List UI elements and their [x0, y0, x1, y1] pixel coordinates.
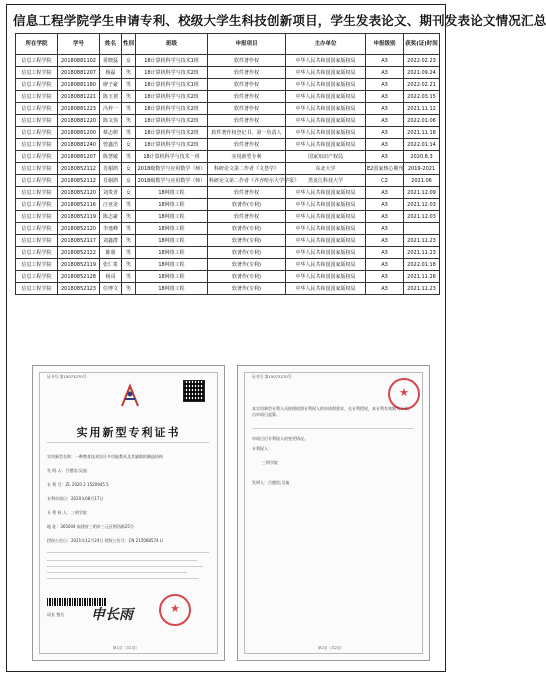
table-cell: 软著作(专利): [208, 223, 286, 235]
table-cell: 2022.01.06: [404, 115, 440, 127]
column-header: 性别: [122, 34, 136, 55]
table-cell: A3: [366, 247, 404, 259]
table-cell: 中华人民共和国国家版权局: [286, 55, 366, 67]
table-cell: 18计算机科学与技术2班: [136, 115, 208, 127]
table-cell: 20180881180: [58, 79, 100, 91]
table-row: [16, 151, 440, 163]
table-cell: A3: [366, 103, 404, 115]
table-row: [16, 67, 440, 79]
table-cell: 20180881221: [58, 91, 100, 103]
table-cell: 冯梓一: [100, 103, 122, 115]
table-cell: 18网络工程: [136, 187, 208, 199]
table-cell: 20180852120: [58, 187, 100, 199]
table-cell: 2022.01.18: [404, 259, 440, 271]
table-cell: 18网络工程: [136, 283, 208, 295]
page-footer: 第1页（共1页）: [113, 646, 140, 650]
table-cell: 信息工程学院: [16, 55, 58, 67]
table-cell: 信息工程学院: [16, 259, 58, 271]
table-cell: 肖谢鸿: [100, 163, 122, 175]
certificate-field: 专 利 权 人：三明学院: [47, 510, 87, 515]
table-cell: 汪亚龙: [100, 199, 122, 211]
table-cell: 陈文伟: [100, 115, 122, 127]
certificate-paragraph: 本实用新型专利人员按照依照专利权人的申请和要求，在专利授权，本专利有效期为十年，自申请日起算。: [252, 406, 412, 417]
column-header: 获奖(证)时间: [404, 34, 440, 55]
table-cell: A3: [366, 211, 404, 223]
table-cell: 中华人民共和国国家版权局: [286, 79, 366, 91]
table-cell: E2国家核心期刊: [366, 163, 404, 175]
table-cell: 20180881200: [58, 127, 100, 139]
table-cell: 女: [122, 163, 136, 175]
table-cell: 杨磊: [100, 67, 122, 79]
table-cell: 18计算机科学与技术2班: [136, 139, 208, 151]
table-row: [16, 199, 440, 211]
table-cell: 18网络工程: [136, 211, 208, 223]
table-cell: 20180852112: [58, 163, 100, 175]
table-cell: 陈志豪: [100, 211, 122, 223]
table-row: [16, 115, 440, 127]
table-cell: 软著作(专利): [208, 235, 286, 247]
table-header-row: [16, 34, 440, 55]
table-cell: 18网络工程: [136, 235, 208, 247]
column-header: 学号: [58, 34, 100, 55]
table-cell: 女: [122, 187, 136, 199]
table-row: [16, 187, 440, 199]
table-cell: 中华人民共和国国家版权局: [286, 235, 366, 247]
certificate-field: 申请日后专利权人的变更情况。: [252, 436, 308, 441]
table-row: [16, 283, 440, 295]
table-cell: A3: [366, 187, 404, 199]
table-cell: 软著作(专利): [208, 199, 286, 211]
table-row: [16, 163, 440, 175]
table-row: [16, 247, 440, 259]
table-cell: 软件著作权登记书，第一负责人: [208, 127, 286, 139]
table-cell: 2022.03.15: [404, 91, 440, 103]
patent-certificate-image: [32, 365, 225, 661]
table-body: [16, 55, 440, 295]
table-cell: 科研论文第二作者《文荟学》: [208, 163, 286, 175]
table-cell: 2021.12.03: [404, 211, 440, 223]
divider: [47, 552, 209, 553]
certificate-field: 实用新型名称：一种教育技术设计多功能教具及其辅助的制造结构: [47, 454, 163, 459]
table-row: [16, 127, 440, 139]
table-cell: 常晓磊: [100, 55, 122, 67]
table-cell: 20180852119: [58, 259, 100, 271]
patent-certificate-image-page-2: [237, 365, 430, 661]
column-header: 班级: [136, 34, 208, 55]
table-cell: 信息工程学院: [16, 187, 58, 199]
table-row: [16, 103, 440, 115]
table-cell: A3: [366, 199, 404, 211]
table-cell: 陈睿: [100, 247, 122, 259]
table-row: [16, 223, 440, 235]
table-cell: 20180852112: [58, 175, 100, 187]
table-cell: 信息工程学院: [16, 175, 58, 187]
table-cell: 18计算机科学与技术1班: [136, 55, 208, 67]
table-cell: A3: [366, 55, 404, 67]
table-cell: 2021.11.23: [404, 247, 440, 259]
table-cell: 男: [122, 283, 136, 295]
table-cell: 2021.11.18: [404, 127, 440, 139]
table-cell: 软件著作权: [208, 187, 286, 199]
table-cell: 18计算机科学与技术1班: [136, 79, 208, 91]
table-cell: 男: [122, 259, 136, 271]
table-cell: 东北大学: [286, 163, 366, 175]
table-cell: 中华人民共和国国家版权局: [286, 67, 366, 79]
table-cell: 20180881223: [58, 103, 100, 115]
table-cell: 18网络工程: [136, 247, 208, 259]
table-cell: 中华人民共和国国家版权局: [286, 223, 366, 235]
table-cell: 软著作(专利): [208, 259, 286, 271]
table-cell: A3: [366, 91, 404, 103]
table-cell: 信息工程学院: [16, 223, 58, 235]
table-row: [16, 55, 440, 67]
document-page: [6, 4, 546, 672]
table-cell: 男: [122, 247, 136, 259]
table-cell: 2020.8.3: [404, 151, 440, 163]
table-cell: 20180852123: [58, 283, 100, 295]
table-cell: 信息工程学院: [16, 91, 58, 103]
table-cell: 信息工程学院: [16, 103, 58, 115]
certificate-heading: 实用新型专利证书: [76, 426, 181, 439]
table-cell: 刘鑫群: [100, 235, 122, 247]
certificate-field: 专 利 号：ZL 2020 2 1520945.5: [47, 482, 109, 487]
table-cell: 2021.11.26: [404, 271, 440, 283]
table-cell: 男: [122, 127, 136, 139]
table-cell: 女: [122, 175, 136, 187]
table-cell: [404, 223, 440, 235]
table-row: [16, 139, 440, 151]
table-cell: 18计算机科学与技术2班: [136, 91, 208, 103]
table-cell: 男: [122, 271, 136, 283]
text-line: [47, 566, 203, 567]
table-cell: 中华人民共和国国家版权局: [286, 259, 366, 271]
certificate-field: 发 明 人：吕德浩;吴迪: [47, 468, 87, 473]
table-cell: 2022.01.14: [404, 139, 440, 151]
table-cell: 信息工程学院: [16, 127, 58, 139]
table-cell: 实用新型专利: [208, 151, 286, 163]
table-cell: 中华人民共和国国家版权局: [286, 139, 366, 151]
table-cell: A3: [366, 79, 404, 91]
table-row: [16, 175, 440, 187]
table-cell: A3: [366, 223, 404, 235]
table-cell: 2021.09.24: [404, 67, 440, 79]
table-cell: 蔡志树: [100, 127, 122, 139]
table-row: [16, 91, 440, 103]
table-cell: 任博文: [100, 283, 122, 295]
table-cell: A3: [366, 139, 404, 151]
table-cell: 信息工程学院: [16, 151, 58, 163]
table-cell: 李逸峰: [100, 223, 122, 235]
table-cell: A3: [366, 151, 404, 163]
text-line: [47, 578, 199, 579]
table-cell: 陈玉禧: [100, 91, 122, 103]
table-cell: 20180881102: [58, 55, 100, 67]
table-cell: A3: [366, 67, 404, 79]
table-cell: 2021.11.23: [404, 283, 440, 295]
table-cell: 中华人民共和国国家版权局: [286, 91, 366, 103]
table-cell: 黑龙江科技大学: [286, 175, 366, 187]
table-cell: 杨哥: [100, 271, 122, 283]
table-cell: 中华人民共和国国家版权局: [286, 271, 366, 283]
table-cell: 2022.02.21: [404, 79, 440, 91]
table-cell: 信息工程学院: [16, 211, 58, 223]
patent-office-logo-icon: [119, 384, 141, 408]
table-cell: 陈慧敏: [100, 151, 122, 163]
table-cell: 18计算机科学与技术2班: [136, 127, 208, 139]
table-cell: 软件著作权: [208, 103, 286, 115]
table-cell: 男: [122, 91, 136, 103]
qr-code-icon: [183, 380, 205, 402]
table-cell: 男: [122, 199, 136, 211]
table-row: [16, 79, 440, 91]
certificate-field: 发明人：吕德浩;吴迪: [252, 480, 290, 485]
table-cell: 男: [122, 211, 136, 223]
director-signature: 申长雨: [91, 607, 133, 623]
column-header: 申报级别: [366, 34, 404, 55]
page-title: 信息工程学院学生申请专利、校级大学生科技创新项目，学生发表论文、期刊发表论文情况汇总: [13, 13, 546, 28]
table-cell: 国家知识产权局: [286, 151, 366, 163]
table-cell: A3: [366, 115, 404, 127]
table-row: [16, 211, 440, 223]
table-cell: 中华人民共和国国家版权局: [286, 199, 366, 211]
table-cell: 男: [122, 103, 136, 115]
certificate-number: 证书号 第15073270号: [252, 374, 292, 379]
table-cell: 20180852120: [58, 223, 100, 235]
text-line: [47, 560, 197, 561]
certificate-field: 专利申请日：2020年08月17日: [47, 496, 104, 501]
table-cell: 中华人民共和国国家版权局: [286, 211, 366, 223]
table-cell: 男: [122, 151, 136, 163]
table-cell: 女: [122, 139, 136, 151]
column-header: 所在学院: [16, 34, 58, 55]
table-cell: A3: [366, 235, 404, 247]
table-cell: 信息工程学院: [16, 247, 58, 259]
divider: [252, 428, 414, 429]
table-row: [16, 259, 440, 271]
table-cell: 软著作(专利): [208, 283, 286, 295]
official-seal-icon: [159, 594, 191, 626]
director-label: 局长 签名: [47, 612, 65, 617]
table-cell: 2018级数学与应用数学（师）: [136, 163, 208, 175]
table-cell: 2021.12.03: [404, 199, 440, 211]
table-cell: 中华人民共和国国家版权局: [286, 115, 366, 127]
table-cell: 软件著作权: [208, 79, 286, 91]
table-cell: 信息工程学院: [16, 67, 58, 79]
table-cell: 中华人民共和国国家版权局: [286, 127, 366, 139]
table-cell: 信息工程学院: [16, 235, 58, 247]
table-cell: 软件著作权: [208, 115, 286, 127]
table-cell: 2022.02.23: [404, 55, 440, 67]
table-cell: 张仁希: [100, 259, 122, 271]
table-cell: 男: [122, 67, 136, 79]
table-cell: 18网络工程: [136, 259, 208, 271]
table-cell: 软著作(专利): [208, 271, 286, 283]
table-cell: A3: [366, 271, 404, 283]
table-cell: 中华人民共和国国家版权局: [286, 247, 366, 259]
table-cell: 男: [122, 235, 136, 247]
divider: [47, 442, 209, 443]
table-cell: 软件著作权: [208, 139, 286, 151]
table-cell: C2: [366, 175, 404, 187]
table-cell: 信息工程学院: [16, 271, 58, 283]
table-cell: 20180881240: [58, 139, 100, 151]
table-cell: 男: [122, 79, 136, 91]
table-cell: 20180852116: [58, 199, 100, 211]
table-cell: 2019-2021: [404, 163, 440, 175]
certificate-field: 地 址：365004 福建省三明市三元区荆西路25号: [47, 524, 134, 529]
table-cell: 18计算机科学与技术一班: [136, 151, 208, 163]
table-cell: 软著作(专利): [208, 247, 286, 259]
text-line: [47, 572, 187, 573]
table-cell: 18网络工程: [136, 223, 208, 235]
table-cell: 2018级数学与应用数学（师）: [136, 175, 208, 187]
table-cell: A3: [366, 259, 404, 271]
table-row: [16, 271, 440, 283]
table-cell: 20180852117: [58, 235, 100, 247]
table-cell: 2021.12.09: [404, 187, 440, 199]
table-cell: A3: [366, 283, 404, 295]
page-footer: 第2页（共2页）: [318, 646, 345, 650]
table-cell: 男: [122, 115, 136, 127]
table-cell: 2021.06: [404, 175, 440, 187]
table-cell: 2021.11.12: [404, 103, 440, 115]
table-row: [16, 235, 440, 247]
summary-table: [15, 33, 440, 295]
table-cell: 20180881220: [58, 115, 100, 127]
table-cell: 信息工程学院: [16, 139, 58, 151]
certificate-field: 专利权人：: [252, 446, 272, 451]
table-cell: 20180881207: [58, 151, 100, 163]
table-cell: 刘贵青: [100, 187, 122, 199]
table-cell: 软件著作权: [208, 211, 286, 223]
table-cell: 20180852119: [58, 211, 100, 223]
table-cell: 男: [122, 223, 136, 235]
table-cell: 18网络工程: [136, 271, 208, 283]
certificate-number: 证书号 第15073270号: [47, 374, 87, 379]
table-cell: 曾鑫浩: [100, 139, 122, 151]
certificate-field: 授权公告日：2021年12月24日 授权公告号：CN 215068574 U: [47, 538, 163, 543]
table-cell: 信息工程学院: [16, 283, 58, 295]
certificate-field: 三明学院: [262, 460, 278, 465]
table-cell: 信息工程学院: [16, 115, 58, 127]
table-cell: 18计算机科学与技术2班: [136, 103, 208, 115]
table-cell: 科研论文第二作者《齐齐哈尔大学学报》: [208, 175, 286, 187]
table-cell: 18计算机科学与技术2班: [136, 67, 208, 79]
table-cell: 中华人民共和国国家版权局: [286, 103, 366, 115]
table-cell: 软件著作权: [208, 55, 286, 67]
table-cell: 软件著作权: [208, 91, 286, 103]
column-header: 申报项目: [208, 34, 286, 55]
table-cell: 20180881207: [58, 67, 100, 79]
table-cell: 20180852128: [58, 271, 100, 283]
table-cell: 2021.11.23: [404, 235, 440, 247]
column-header: 姓名: [100, 34, 122, 55]
table-cell: 廖子豪: [100, 79, 122, 91]
table-cell: 软件著作权: [208, 67, 286, 79]
table-cell: 中华人民共和国国家版权局: [286, 283, 366, 295]
table-cell: 中华人民共和国国家版权局: [286, 187, 366, 199]
table-cell: A3: [366, 127, 404, 139]
table-cell: 女: [122, 55, 136, 67]
table-cell: 肖谢鸿: [100, 175, 122, 187]
table-cell: 18网络工程: [136, 199, 208, 211]
table-cell: 信息工程学院: [16, 163, 58, 175]
table-cell: 信息工程学院: [16, 79, 58, 91]
table-cell: 20180852122: [58, 247, 100, 259]
table-cell: 信息工程学院: [16, 199, 58, 211]
column-header: 主办单位: [286, 34, 366, 55]
